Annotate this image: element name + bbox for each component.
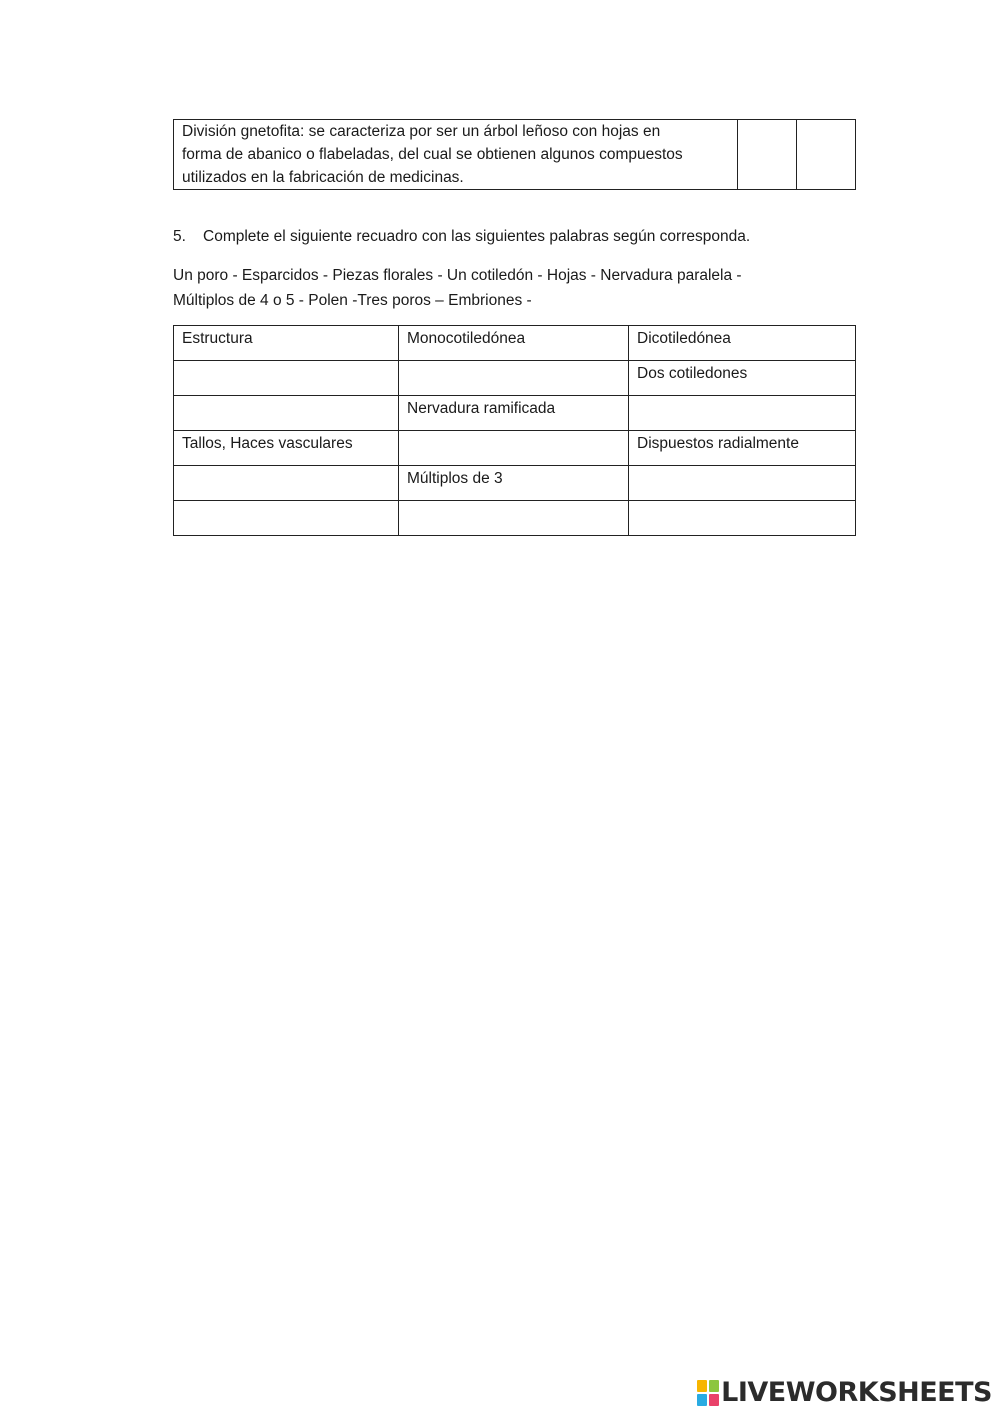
classification-table [173,325,856,536]
question-number: 5. [173,228,186,245]
header-dicotiledonea: Dicotiledónea [629,326,856,361]
answer-cell[interactable] [399,501,629,536]
question-5 [173,226,750,248]
answer-box-true[interactable] [738,120,797,190]
gnetofita-table [173,119,856,190]
answer-cell[interactable] [174,361,399,396]
table-row [174,466,856,501]
table-row [174,396,856,431]
header-monocotiledonea: Monocotiledónea [399,326,629,361]
answer-cell[interactable] [399,361,629,396]
table-cell: Múltiplos de 3 [399,466,629,501]
table-cell: Dos cotiledones [629,361,856,396]
header-estructura: Estructura [174,326,399,361]
liveworksheets-brand [697,1377,992,1409]
answer-cell[interactable] [629,466,856,501]
logo-block [709,1394,719,1406]
table-row [174,501,856,536]
table-cell: Nervadura ramificada [399,396,629,431]
table-cell: Tallos, Haces vasculares [174,431,399,466]
liveworksheets-logo-icon [697,1380,719,1406]
answer-cell[interactable] [174,466,399,501]
answer-cell[interactable] [629,501,856,536]
word-bank-line: Múltiplos de 4 o 5 - Polen -Tres poros – Embriones - [173,292,532,309]
logo-block [697,1394,707,1406]
table-row [174,361,856,396]
brand-name: LIVEWORKSHEETS [721,1377,992,1408]
description-line: utilizados en la fabricación de medicinas. [182,169,464,186]
table-header-row [174,326,856,361]
answer-cell[interactable] [399,431,629,466]
description-line: División gnetofita: se caracteriza por ser un árbol leñoso con hojas en [182,123,661,140]
word-bank-line: Un poro - Esparcidos - Piezas florales - Un cotiledón - Hojas - Nervadura paralela - [173,267,742,284]
answer-cell[interactable] [174,501,399,536]
answer-cell[interactable] [174,396,399,431]
description-line: forma de abanico o flabeladas, del cual se obtienen algunos compuestos [182,146,683,163]
logo-block [709,1380,719,1392]
answer-cell[interactable] [629,396,856,431]
table-row [174,120,856,190]
logo-block [697,1380,707,1392]
question-text: Complete el siguiente recuadro con las siguientes palabras según corresponda. [203,228,751,245]
word-bank [173,263,813,313]
gnetofita-description [174,120,738,190]
answer-box-false[interactable] [797,120,856,190]
table-row [174,431,856,466]
table-cell: Dispuestos radialmente [629,431,856,466]
